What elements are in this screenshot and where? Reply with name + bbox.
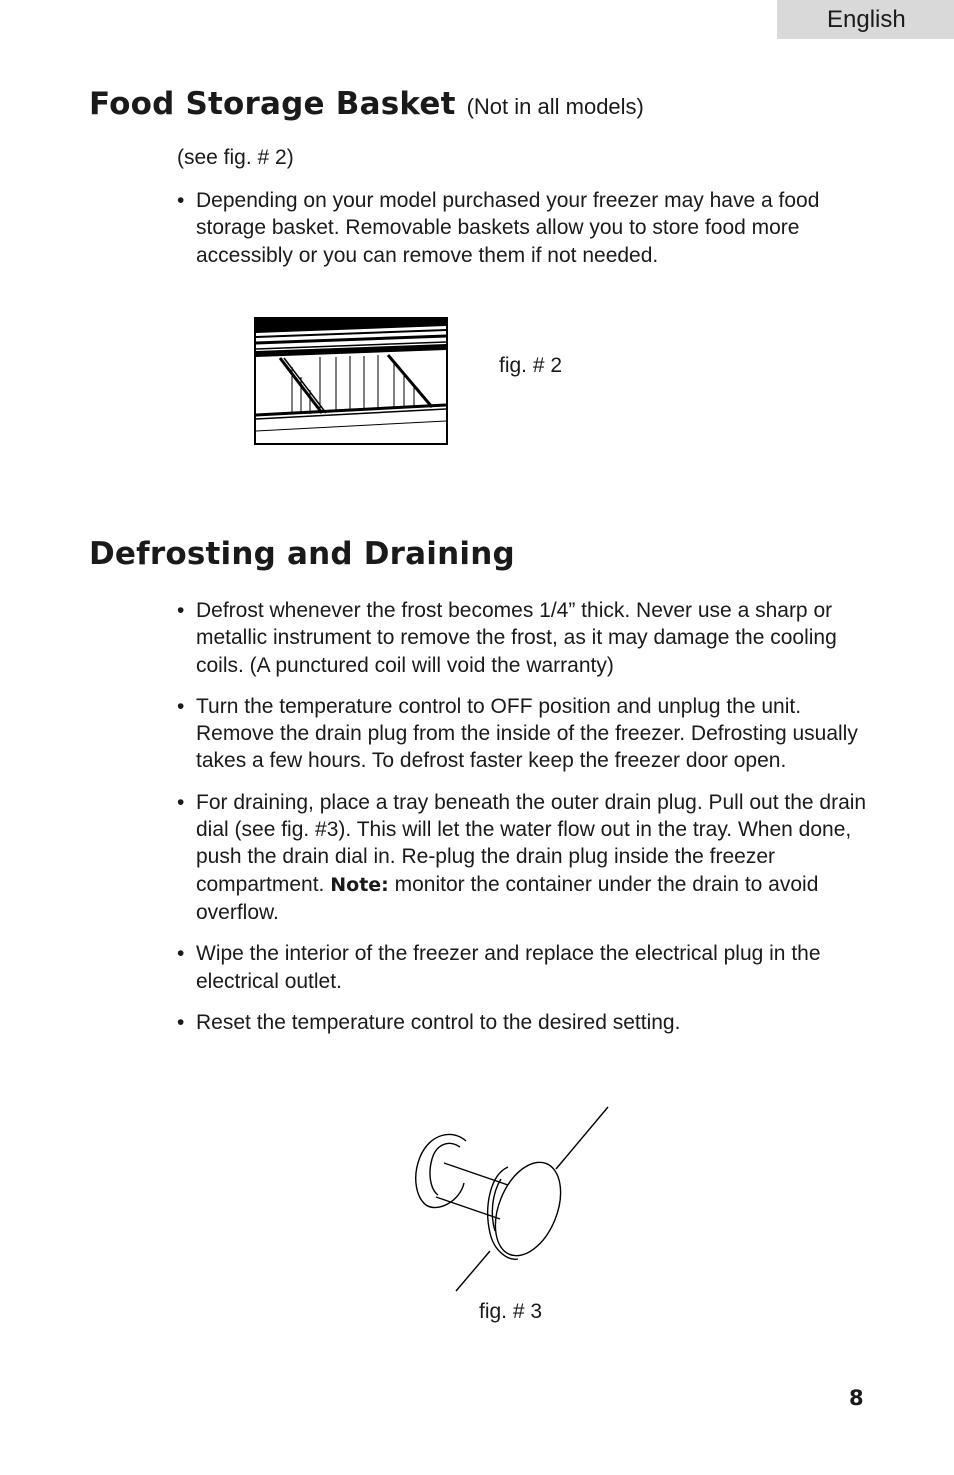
language-tab [777, 0, 954, 39]
bullet-text: Depending on your model purchased your freezer may have a food storage basket. Removable baskets allow you to store food more accessibly or you can remove them if not needed. [196, 189, 820, 267]
bullet-text: Reset the temperature control to the desired setting. [196, 1010, 681, 1034]
bullet-text: Defrost whenever the frost becomes 1/4” thick. Never use a sharp or metallic instrument to remove the frost, as it may damage the cooling coils. (A punctured coil will void the warranty) [196, 599, 837, 677]
list-item [177, 693, 867, 775]
list-item [177, 1009, 867, 1036]
list-item [177, 597, 867, 679]
food-storage-subtitle: (Not in all models) [466, 94, 644, 119]
bullet-dot: • [177, 942, 185, 966]
list-item [177, 789, 867, 926]
note-label: Note: [330, 873, 389, 896]
bullet-text: monitor the container under the drain to avoid overflow. [196, 872, 819, 924]
food-storage-bullets [177, 187, 867, 269]
see-fig-note: (see fig. # 2) [177, 146, 294, 169]
language-label: English [827, 6, 906, 33]
basket-figure-illustration [254, 317, 448, 445]
figure-3-caption: fig. # 3 [479, 1300, 543, 1323]
bullet-dot: • [177, 694, 185, 718]
bullet-dot: • [177, 1010, 185, 1034]
defrosting-bullets [177, 597, 867, 1050]
bullet-text: Turn the temperature control to OFF position and unplug the unit. Remove the drain plug from the inside of the freezer. Defrosting usually takes a few hours. To defrost faster keep the freezer door open. [196, 694, 858, 773]
figure-2-caption: fig. # 2 [499, 354, 563, 377]
list-item [177, 187, 867, 269]
food-storage-title: Food Storage Basket [89, 86, 456, 122]
defrosting-heading: Defrosting and Draining [89, 536, 515, 572]
bullet-dot: • [177, 790, 185, 814]
food-storage-heading [89, 86, 644, 122]
bullet-text: Wipe the interior of the freezer and replace the electrical plug in the electrical outlet. [196, 942, 821, 993]
list-item [177, 940, 867, 995]
page-number: 8 [849, 1386, 864, 1410]
bullet-dot: • [177, 189, 185, 212]
bullet-text: For draining, place a tray beneath the outer drain plug. Pull out the drain dial (see fig. #3). This will let the water flow out in the tray. When done, push the drain dial in. Re-plug the drain plug inside the freezer compartment. [196, 790, 867, 896]
drain-dial-figure-illustration [408, 1105, 613, 1295]
bullet-dot: • [177, 599, 185, 622]
